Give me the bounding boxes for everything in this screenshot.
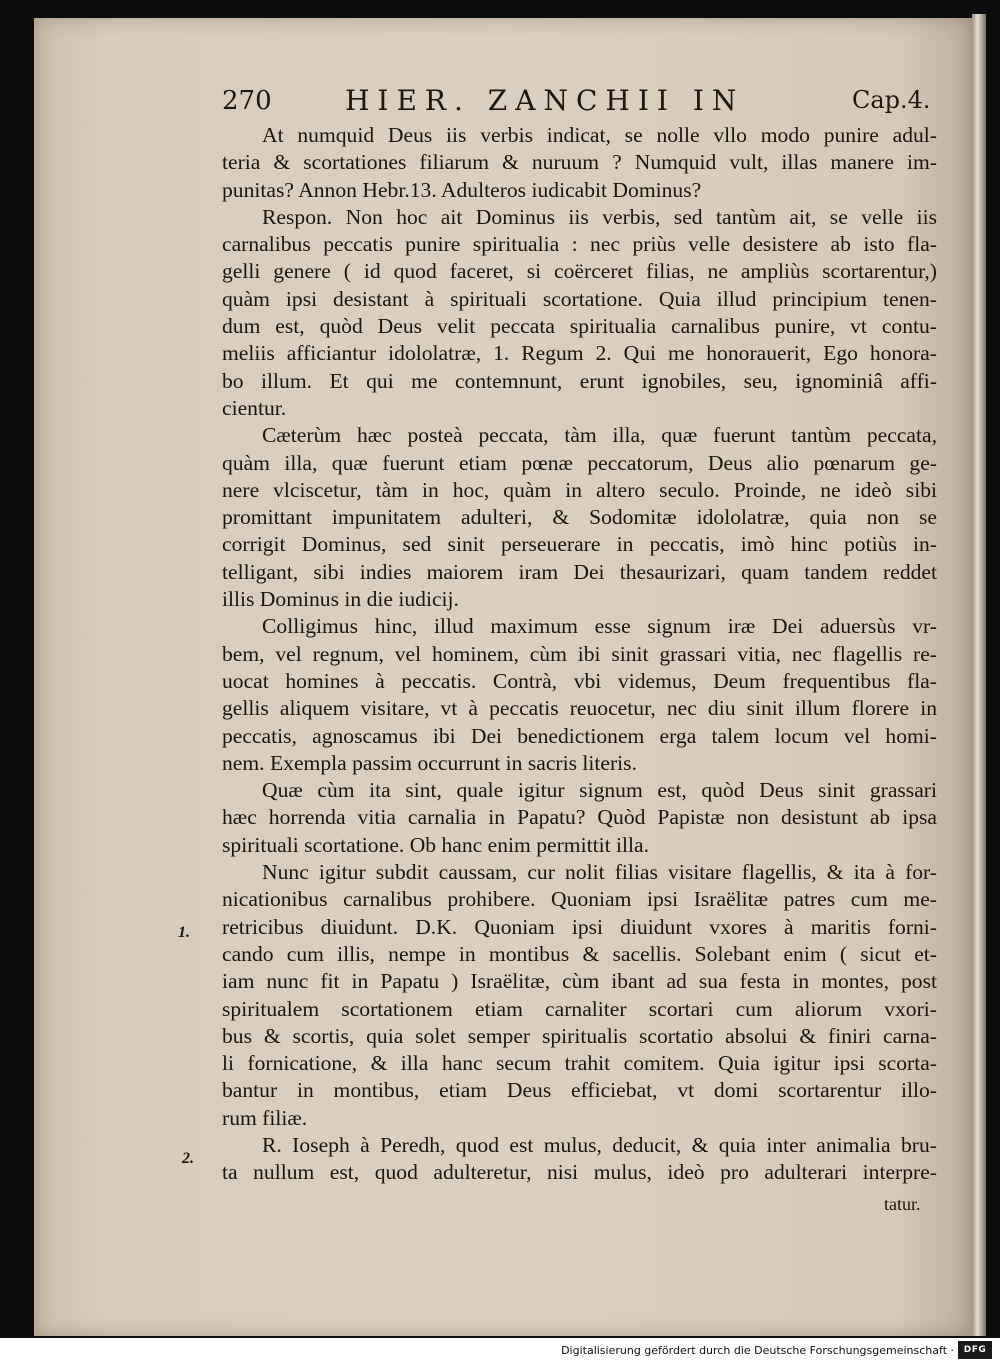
text-line: meliis afficiantur idololatræ, 1. Regum 2. Qui me honorauerit, Ego honora-: [222, 341, 937, 366]
body-text: [222, 122, 937, 1187]
text-line: uocat homines à peccatis. Contrà, vbi videmus, Deum frequentibus fla-: [222, 668, 937, 693]
text-line: bus & scortis, quia solet semper spiritualis scortatio absolui & finiri carna-: [222, 1023, 937, 1048]
text-line: gellis aliquem visitare, vt à peccatis reuocetur, nec diu sinit illum florere in: [222, 696, 937, 721]
text-line: cientur.: [222, 395, 287, 420]
text-line: nicationibus carnalibus prohibere. Quoniam ipsi Israëlitæ patres cum me-: [222, 887, 937, 912]
text-line: bantur in montibus, etiam Deus efficiebat, vt domi scortarentur illo-: [222, 1078, 937, 1103]
text-line: quàm ipsi desistant à spirituali scortatione. Quia illud principium tenen-: [222, 286, 937, 311]
footer: [0, 1338, 1000, 1364]
text-line: Respon. Non hoc ait Dominus iis verbis, sed tantùm ait, se velle iis: [262, 204, 937, 229]
paragraph-2: [222, 204, 937, 422]
text-line: spiritualem scortationem etiam carnaliter scortari cum aliorum vxori-: [222, 996, 937, 1021]
page-number: 270: [222, 86, 272, 116]
text-line: hæc horrenda vitia carnalia in Papatu? Quòd Papistæ non desistunt ab ipsa: [222, 805, 937, 830]
running-title: HIER. ZANCHII IN: [345, 84, 745, 117]
text-line: peccatis, agnoscamus ibi Dei benedictionem erga talem locum vel homi-: [222, 723, 937, 748]
text-line: carnalibus peccatis punire spiritualia : nec priùs velle desistere ab isto fla-: [222, 232, 937, 257]
text-line: ta nullum est, quod adulteretur, nisi mulus, ideò pro adulterari interpre-: [222, 1160, 937, 1185]
text-line: cando cum illis, nempe in montibus & sacellis. Solebant enim ( sicut et-: [222, 941, 937, 966]
paragraph-1: [222, 122, 937, 204]
text-line: corrigit Dominus, sed sinit perseuerare in peccatis, imò hinc potiùs in-: [222, 532, 937, 557]
paragraph-7: [222, 1132, 937, 1187]
text-line: punitas? Annon Hebr.13. Adulteros iudicabit Dominus?: [222, 177, 702, 202]
text-line: Quæ cùm ita sint, quale igitur signum est, quòd Deus sinit grassari: [262, 778, 937, 803]
text-line: Colligimus hinc, illud maximum esse signum iræ Dei aduersùs vr-: [262, 614, 937, 639]
text-line: nem. Exempla passim occurrunt in sacris literis.: [222, 750, 637, 775]
dfg-logo: DFG: [958, 1341, 992, 1359]
text-line: bo illum. Et qui me contemnunt, erunt ignobiles, seu, ignominiâ affi-: [222, 368, 937, 393]
chapter-label: Cap.4.: [852, 86, 931, 114]
catchword: tatur.: [884, 1194, 921, 1214]
text-line: R. Ioseph à Peredh, quod est mulus, deducit, & quia inter animalia bru-: [262, 1132, 937, 1157]
text-line: dum est, quòd Deus velit peccata spiritualia carnalibus punire, vt contu-: [222, 314, 937, 339]
funding-credit: Digitalisierung gefördert durch die Deutsche Forschungsgemeinschaft ·: [561, 1344, 954, 1357]
paragraph-3: [222, 422, 937, 613]
text-line: gelli genere ( id quod faceret, si coërceret filias, ne ampliùs scortarentur,): [222, 259, 937, 284]
text-line: iam nunc fit in Papatu ) Israëlitæ, cùm ibant ad sua festa in montes, post: [222, 969, 937, 994]
text-line: nere vlciscetur, tàm in hoc, quàm in altero seculo. Proinde, ne ideò sibi: [222, 477, 937, 502]
text-line: Nunc igitur subdit caussam, cur nolit filias visitare flagellis, & ita à for-: [262, 860, 937, 885]
text-line: teria & scortationes filiarum & nuruum ? Numquid vult, illas manere im-: [222, 150, 937, 175]
text-line: At numquid Deus iis verbis indicat, se nolle vllo modo punire adul-: [262, 123, 937, 147]
text-line: illis Dominus in die iudicij.: [222, 587, 459, 612]
text-line: bem, vel regnum, vel hominem, cùm ibi sinit grassari vitia, nec flagellis re-: [222, 641, 937, 666]
page-edge: [972, 14, 986, 1336]
text-line: li fornicatione, & illa hanc secum trahit comitem. Quia igitur ipsi scorta-: [222, 1051, 937, 1076]
paragraph-6: [222, 859, 937, 1132]
text-line: spirituali scortatione. Ob hanc enim permittit illa.: [222, 832, 649, 857]
text-line: retricibus diuidunt. D.K. Quoniam ipsi diuidunt vxores à maritis forni-: [222, 914, 937, 939]
text-line: Cæterùm hæc posteà peccata, tàm illa, quæ fuerunt tantùm peccata,: [262, 423, 937, 448]
text-line: promittant impunitatem adulteri, & Sodomitæ idololatræ, quia non se: [222, 505, 937, 530]
marginal-note: 2.: [182, 1150, 194, 1167]
text-line: quàm illa, quæ fuerunt etiam pœnæ peccatorum, Deus alio pœnarum ge-: [222, 450, 937, 475]
text-line: telligant, sibi indies maiorem iram Dei thesaurizari, quam tandem reddet: [222, 559, 937, 584]
paragraph-5: [222, 777, 937, 859]
marginal-note: 1.: [178, 924, 190, 941]
paragraph-4: [222, 613, 937, 777]
text-line: rum filiæ.: [222, 1105, 308, 1130]
